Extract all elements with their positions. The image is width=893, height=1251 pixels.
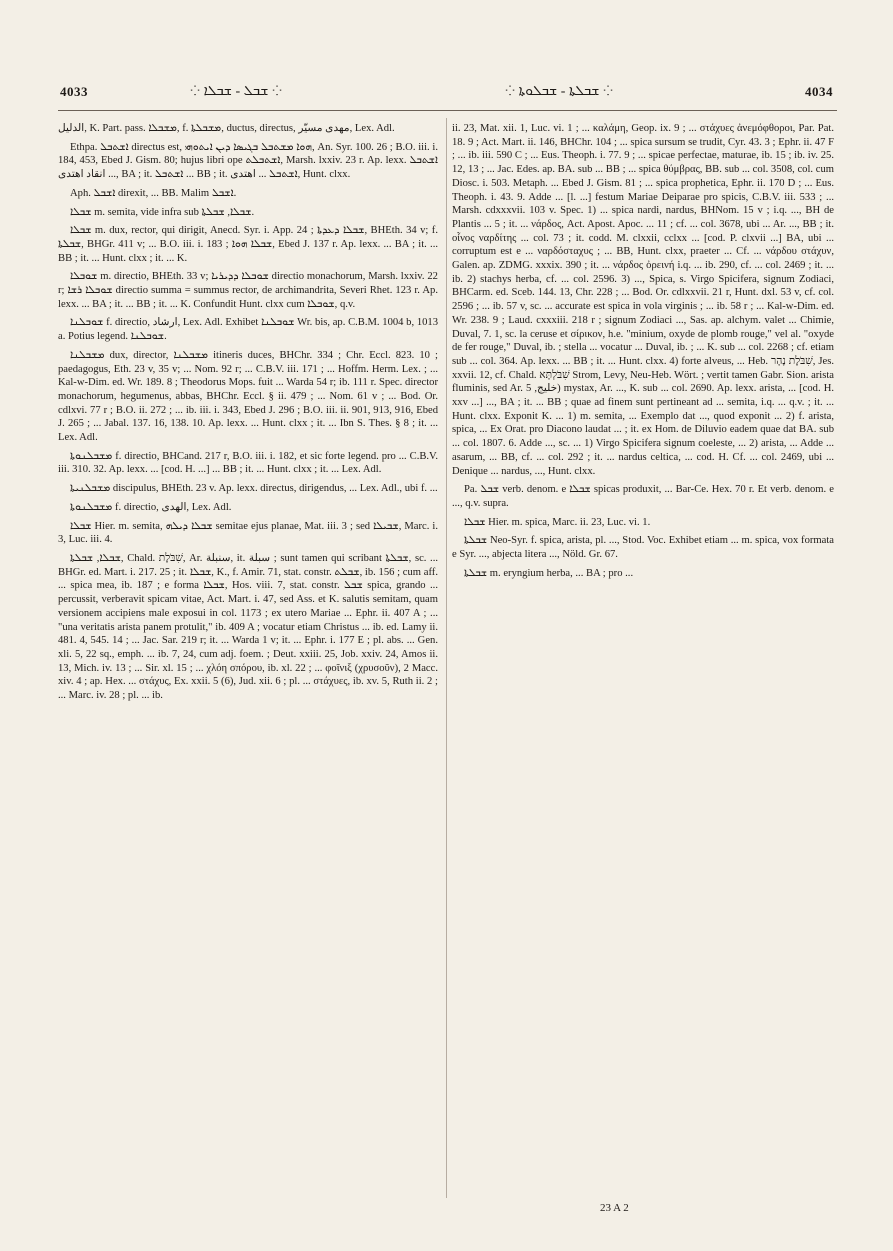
entry-paragraph: ܡܫܒܠܢܘܬܐ f. directio, الهدى, Lex. Adl. [70, 501, 232, 513]
entry-paragraph: ܫܒܠܐ Hier. m. spica, Marc. ii. 23, Luc. vi. 1. [464, 516, 651, 528]
entry-paragraph: ܫܒܠܬܐ m. eryngium herba, ... BA ; pro ... [464, 567, 634, 579]
entry-paragraph: Pa. ܫܒܠ verb. denom. e ܫܒܠܐ spicas produxit, ... Bar-Ce. Hex. 70 r. Et verb. denom. e ..., q.v. supra. [452, 484, 834, 509]
left-running-head: ⁘ ܫܒܠ - ܫܒܠܐ ⁘ [190, 84, 283, 99]
entry-paragraph: Ethpa. ܐܫܬܒܠ directus est, ܗܘܐ ܡܫܬܒܠ ܒܓܝܣܐ ܕܝܢ ܐܝܬܘܗܝ, An. Syr. 100. 26 ; B.O. iii. i. 184, 453, Ebed J. Gism. 80; hujus libri ope ܐܫܬܒܠܬ, Marsh. lxxiv. 23 r. Ap. lexx. ܐܫܬܒܠ ... انقاد اهتدى, BA ; it. ܐܫܬܒܠ ... BB ; it. ܐܫܬܒܠ ... اهتدى, Hunt. clxx. [58, 141, 438, 181]
entry-paragraph: ܫܒܠܐ, ܫܒܠܬܐ, Chald. שִׁבֹּלֶת, Ar. سنبلة, it. سبلة ; sunt tamen qui scribant ܫܒܠܬܐ, sc. ... BHGr. ed. Mart. i. 217. 25 ; it. ܫܒܠܐ, K., f. Amir. 71, stat. constr. ܫܒܠܬ, ib. 156 ; cum aff. ... spica mea, ib. 187 ; e forma ܫܒܠܐ, Hos. viii. 7, stat. constr. ܫܒܠ spica, grando ... percussit, verberavit spicam vitae, Act. Mart. i. 47, sed Ass. et K. salutis semitam, quam versionem accipiens male exposui in col. 1173 ; ex utero Mariae ... Ephr. ii. 407 A ; ... "una veritatis arista panem protulit," ib. 409 A ; vocatur etiam Christus ... ib. ed. Lamy ii. 481. 4, 545. 14 ; ... Jac. Sar. 219 r; it. ... Warda 1 v; it. ... Ephr. i. 177 E ; pl. abs. ... Gen. xli. 5, 22 sq., emph. ... ib. 7, 24, cum adj. foem. ; Deut. xxiii. 25, Job. xxiv. 24, Amos ii. 13, Mich. iv. 13 ; ... Sir. xl. 15 ; ... χλόη σπόρου, ib. xl. 22 ; ... φοῖνιξ (χρυσοῦν), 2 Macc. xiv. 4 ; ap. Hex. ... στάχυς, Ex. xxii. 5 (6), Jud. xii. 6 ; pl. ... στάχυες, ib. xv. 5, Ruth ii. 2 ; ... Marc. iv. 28 ; pl. ... ib. [58, 552, 439, 702]
right-running-head: ⁘ ܫܒܠܬܐ - ܫܒܠܘܬܐ ⁘ [505, 84, 614, 99]
entry-paragraph: ܫܒܠܐ m. dux, rector, qui dirigit, Anecd. Syr. i. App. 24 ; ܫܒܠܐ ܕܥܕܬܐ, BHEth. 34 v; f. ܫܒܠܬܐ, BHGr. 411 v; ... B.O. iii. i. 183 ; ܫܒܠܐ ܗܘܐ, Ebed J. 137 r. Ap. lexx. ... BA ; it. ... BB ; it. ... Hunt. clxx ; it. ... K. [58, 225, 438, 264]
right-page-number: 4034 [805, 84, 833, 99]
right-column [452, 122, 834, 586]
signature-mark: 23 A 2 [600, 1202, 629, 1214]
entry-paragraph: ii. 23, Mat. xii. 1, Luc. vi. 1 ; ... καλάμη, Geop. ix. 9 ; ... στάχυες ἀνεμόφθοροι, Par. Pat. 18. 9 ; Act. Mart. ii. 146, BHChr. 104 ; ... spica sursum se trudit, Cyr. 43. 3 ; Ephr. ii. 47 F ; ... ib. iii. 590 C ; ... Eus. Theoph. i. 77. 9 ; ... spicae perfectae, maturae, ib. 15 ; ib. iv. 25. 12, 13 ; ... Jac. Edes. ap. BA. sub ... BB ; ... spica θύμβρας, BB. sub ... col. 3508, col. cum Diosc. i. 503. Metaph. ... Ebed J. Gism. 81 ; ... spica prophetica, Ephr. ii. 170 D ; ... Eus. Theoph. i. 43. 9. Adde ... [l. ...] festum Mariae Deiparae pro spicis, C.B.V. iii. 533 ; ... Marsh. cdxxxvii. 103 v. Spec. 1) ... spica nardi, nardus, BHNom. 15 v ; i.q. ..., BH de Plantis ... 5 ; it. ... νάρδος, Act. Apost. Apoc. ... 11 ; cf. ... col. 3678, ubi ... Ar. ..., BB ; it. οἶνος ναρδίτης ... col. 73 ; it. codd. M. clxxii, cclxx ... [cod. P. clxvii ...] BA, ubi ... corruptum est e ... ναρδόσταχυς ; ... BB, Hunt. clxx, praeter ... Cf. ... νάρδου στάχυν, Galen. ap. ZDMG. xxxix. 390 ; it. ... νάρδος ὀρεινή i.q. ... ib. 290, cf. ... col. 2469 ; it. ... ib. 2) stachys herba, cf. ... col. 2596. 3) ..., Spica, s. Virgo Spicifera, signum Zodiaci, BHCarm. ed. Sceb. 144. 13, Chr. 228 ; ... Bod. Or. cdlxxvii. 21 r, Hunt. dxl. 53 v, cf. col. 2596 ; ... ib. 57 v, sc. ... accurate est spica in vola virginis ; ... ib. 58 r ; ... Kal-w-Dim. ed. Wr. 238. 9 ; Laud. cxxxiii. 218 r ; signum Zodiaci ..., Sas. ap. alchym. valet ... Chimie, Duval, 7. 1, sc. la ceruse et σίρικον, h.e. "minium, oxyde de plomb rouge," vel al. "oxyde de fer rouge," Duval, ib. ; stella ... vocatur ... Duval, ib. ; ... K. sub ... col. 2268 ; cf. etiam sub ... col. 364. Ap. lexx. ... BB ; it. ... Hunt. clxx. 4) forte alveus, ... Heb. שִׁבֹּלֶת נָהָר, Jes. xxvii. 12, cf. Chald. שִׁבֹּלְתָּא Strom, Levy, Neu-Heb. Wört. ; vertit tamen Gabr. Sion. arista fluminis, sed Ar. خليج, 5) mystax, Ar. ..., K. sub ... col. 2690. Ap. lexx. arista, ... [cod. H. xxv ...] ..., BA ; it. ... BB ; quae ad finem sunt pertineant ad ... semita, i.q. ... q.v. ; it. ... Hunt. clxx. Exponit K. ... 1) m. semita, ... Exemplo dat ..., quod exponit ... 2) f. arista, spica, ... Ex Orat. pro Diacono laudat ... ; it. ex Hom. de Diluvio eadem quae dat BA. sub ... col. 1807. 6. Adde ..., sc. ... 1) Virgo Spicifera signum coeleste, ... 2) arista, ... Adde ... asarum, ... BB, cf. ... col. 292 ; it. ... nardus celtica, ... cod. H. Cf. ... col. 2469, ubi ... Denique ... nardus, ..., Hunt. clxx. [452, 123, 835, 477]
entry-paragraph: ܡܫܒܠܢܐ dux, director, ܡܫܒܠܢܐ itineris duces, BHChr. 334 ; Chr. Eccl. 823. 10 ; paedagogus, Eth. 23 v, 35 v; ... Nom. 92 r; ... C.B.V. iii. 171 ; ... Hoffm. Herm. Lex. ; ... Kal-w-Dim. ed. Wr. 189. 8 ; Theodorus Mops. fuit ... Warda 54 r; ib. 111 r. Spec. director monachorum, hegumenus, abbas, BHChr. Eccl. § ii. 479 ; ... Nom. 61 v ; ... Bod. Or. cdlxvi. 77 r ; B.O. ii. 272 ; ... ib. iii. i. 343, Ebed J. 296 ; B.O. iii. ii. 901, 913, 916, Ebed J. 265 ; ... Jabal. 137. 16, 138. 10. Ap. lexx. ... Hunt. clxx ; it. ... Ibn S. Thes. § 8 ; it. ... Lex. Adl. [58, 349, 438, 444]
entry-paragraph: ܫܘܒܠܐ m. directio, BHEth. 33 v; ܫܘܒܠܐ ܕܕܝܪܝܐ directio monachorum, Marsh. lxxiv. 22 r; ܫܘܒܠܐ ܪܫܐ directio summa = summus rector, de archimandrita, Severi Rhet. 123 r. Ap. lexx. ... BA ; it. ... BB ; it. ... K. Confundit Hunt. clxx cum ܫܘܒܠܐ, q.v. [58, 271, 438, 310]
entry-paragraph: ܫܘܒܠܢܐ f. directio, ارشاد, Lex. Adl. Exhibet ܫܘܒܠܢܐ Wr. bis, ap. C.B.M. 1004 b, 1013 a. Potius legend. ܫܘܒܠܢܐ. [58, 317, 439, 343]
header-rule [58, 110, 837, 111]
entry-paragraph: ܫܒܠܐ Hier. m. semita, ܫܒܠܐ ܕܝܠܗ semitae ejus planae, Mat. iii. 3 ; sed ܫܒܝܠܐ, Marc. i. 3, Luc. iii. 4. [58, 520, 439, 546]
entry-paragraph: ܡܫܒܠܢܝܬܐ discipulus, BHEth. 23 v. Ap. lexx. directus, dirigendus, ... Lex. Adl., ubi f. ... [70, 483, 438, 495]
entry-paragraph: Aph. ܐܫܒܠ direxit, ... BB. Malim ܐܫܒܠ. [70, 187, 237, 199]
left-page-number: 4033 [60, 84, 88, 99]
column-divider [446, 118, 447, 1198]
left-column [58, 122, 438, 708]
entry-paragraph: الدليل, K. Part. pass. ܡܫܒܠܐ, f. ܡܫܒܠܬܐ, ductus, directus, مهدى مسيّر, Lex. Adl. [58, 123, 395, 134]
entry-paragraph: ܫܒܠܐ m. semita, vide infra sub ܫܒܠܐ, ܫܒܠܬܐ. [70, 206, 255, 218]
entry-paragraph: ܡܫܒܠܢܘܬܐ f. directio, BHCand. 217 r, B.O. iii. i. 182, et sic forte legend. pro ... C.B.V. iii. 310. 32. Ap. lexx. ... [cod. H. ...] ... BB ; it. ... Hunt. clxx ; it. ... Lex. Adl. [58, 450, 438, 476]
entry-paragraph: ܫܒܠܬܐ Neo-Syr. f. spica, arista, pl. ..., Stod. Voc. Exhibet etiam ... m. spica, vox formata e Syr. ..., abjecta litera ..., Nöld. Gr. 67. [452, 535, 834, 561]
